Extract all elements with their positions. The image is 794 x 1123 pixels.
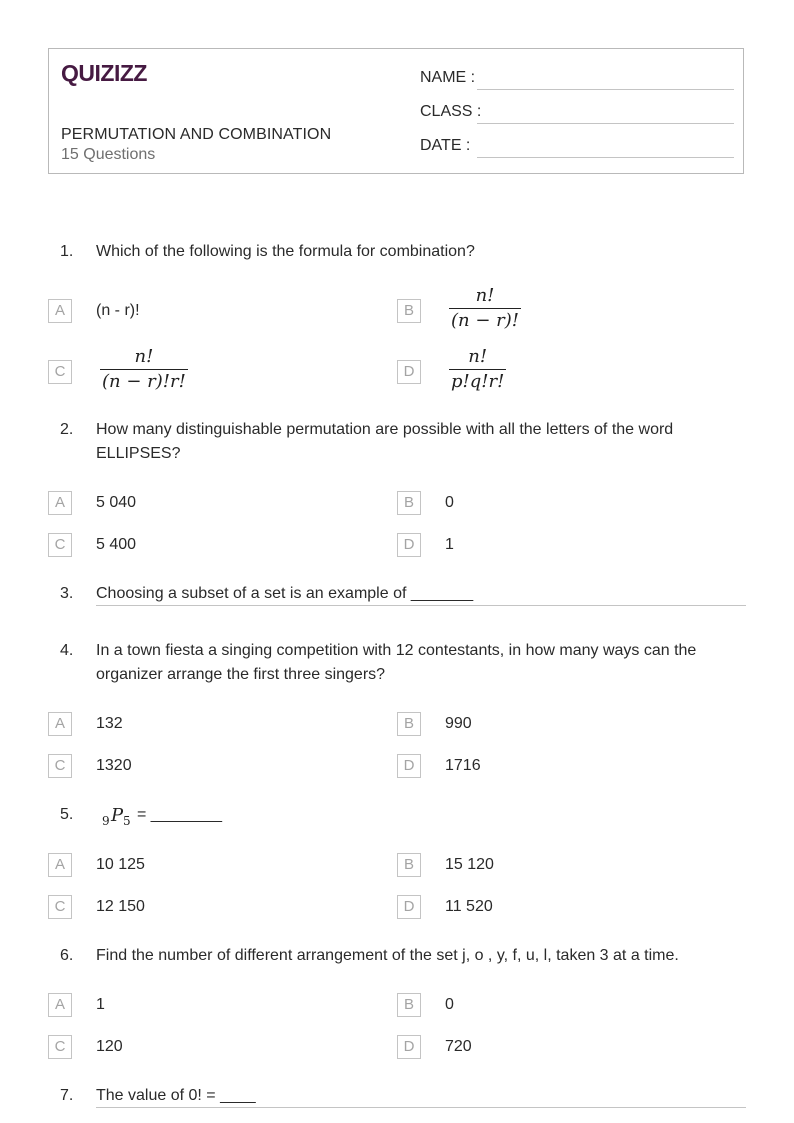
question-text: Choosing a subset of a set is an example of _______ — [96, 585, 474, 602]
brand-logo-text: QUIZIZZ — [61, 60, 147, 86]
question-number: 6. — [60, 947, 74, 964]
question-text-line: How many distinguishable permutation are possible with all the letters of the word — [96, 421, 674, 438]
name-label: NAME : — [420, 69, 476, 86]
name-field[interactable] — [420, 69, 734, 93]
option-c-text: 1320 — [96, 757, 132, 774]
option-d-box[interactable]: D — [397, 1035, 421, 1059]
worksheet-title: PERMUTATION AND COMBINATION — [61, 126, 332, 143]
option-a-box[interactable]: A — [48, 993, 72, 1017]
fraction-denominator: (n − r)! — [451, 310, 520, 331]
option-c-box[interactable]: C — [48, 360, 72, 384]
name-input-line[interactable] — [477, 89, 734, 90]
fraction-bar — [100, 369, 188, 370]
permutation-n: 9 — [102, 814, 110, 828]
fraction-numerator: n! — [134, 346, 154, 367]
date-field[interactable] — [420, 137, 734, 161]
date-label: DATE : — [420, 137, 471, 154]
permutation-r: 5 — [123, 814, 131, 828]
option-c-box[interactable]: C — [48, 754, 72, 778]
date-input-line[interactable] — [477, 157, 734, 158]
option-a-box[interactable]: A — [48, 491, 72, 515]
question-text — [96, 639, 736, 687]
question-text — [96, 418, 736, 466]
class-input-line[interactable] — [477, 123, 734, 124]
option-d-text: 11 520 — [445, 898, 493, 915]
option-b-text: 990 — [445, 715, 472, 732]
fraction-denominator: (n − r)!r! — [102, 371, 186, 392]
option-b-box[interactable]: B — [397, 491, 421, 515]
option-b-text: 0 — [445, 494, 454, 511]
option-d-box[interactable]: D — [397, 360, 421, 384]
question-count: 15 Questions — [61, 146, 156, 163]
answer-line[interactable] — [96, 1107, 746, 1108]
option-a-box[interactable]: A — [48, 853, 72, 877]
question-number: 3. — [60, 585, 74, 602]
fraction-numerator: n! — [468, 346, 488, 367]
option-c-text: 5 400 — [96, 536, 137, 553]
option-b-box[interactable]: B — [397, 993, 421, 1017]
fraction-bar — [449, 308, 521, 309]
option-c-box[interactable]: C — [48, 533, 72, 557]
option-d-text: 1 — [445, 536, 454, 553]
question-text: Find the number of different arrangement of the set j, o , y, f, u, l, taken 3 at a time. — [96, 947, 679, 964]
option-a-box[interactable]: A — [48, 299, 72, 323]
class-label: CLASS : — [420, 103, 482, 120]
option-a-text: 1 — [96, 996, 105, 1013]
answer-line[interactable] — [96, 605, 746, 606]
option-a-text: (n - r)! — [96, 302, 140, 319]
class-field[interactable] — [420, 103, 734, 127]
option-b-fraction — [449, 285, 521, 332]
option-b-box[interactable]: B — [397, 299, 421, 323]
option-c-box[interactable]: C — [48, 1035, 72, 1059]
question-text-line: In a town fiesta a singing competition with 12 contestants, in how many ways can the — [96, 642, 697, 659]
question-text-line: ELLIPSES? — [96, 445, 181, 462]
option-c-box[interactable]: C — [48, 895, 72, 919]
option-a-box[interactable]: A — [48, 712, 72, 736]
fraction-numerator: n! — [475, 285, 495, 306]
option-a-text: 5 040 — [96, 494, 137, 511]
fraction-denominator: p!q!r! — [451, 371, 505, 392]
question-number: 2. — [60, 421, 74, 438]
fraction-bar — [449, 369, 506, 370]
question-text-line: organizer arrange the first three singers? — [96, 666, 386, 683]
question-number: 7. — [60, 1087, 74, 1104]
option-b-box[interactable]: B — [397, 712, 421, 736]
option-b-box[interactable]: B — [397, 853, 421, 877]
option-c-text: 120 — [96, 1038, 123, 1055]
worksheet-header — [48, 48, 744, 174]
option-c-fraction — [100, 346, 188, 393]
option-d-text: 720 — [445, 1038, 472, 1055]
option-d-fraction — [449, 346, 506, 393]
option-c-text: 12 150 — [96, 898, 145, 915]
option-d-box[interactable]: D — [397, 754, 421, 778]
permutation-symbol: P — [111, 805, 124, 826]
question-number: 5. — [60, 806, 74, 823]
question-text: Which of the following is the formula for combination? — [96, 243, 475, 260]
question-text: The value of 0! = ____ — [96, 1087, 256, 1104]
quizizz-logo — [61, 59, 153, 87]
option-d-box[interactable]: D — [397, 533, 421, 557]
question-number: 4. — [60, 642, 74, 659]
question-text: = ________ — [137, 806, 222, 823]
option-a-text: 132 — [96, 715, 123, 732]
question-number: 1. — [60, 243, 74, 260]
option-b-text: 0 — [445, 996, 454, 1013]
option-b-text: 15 120 — [445, 856, 494, 873]
option-d-text: 1716 — [445, 757, 481, 774]
option-d-box[interactable]: D — [397, 895, 421, 919]
option-a-text: 10 125 — [96, 856, 145, 873]
